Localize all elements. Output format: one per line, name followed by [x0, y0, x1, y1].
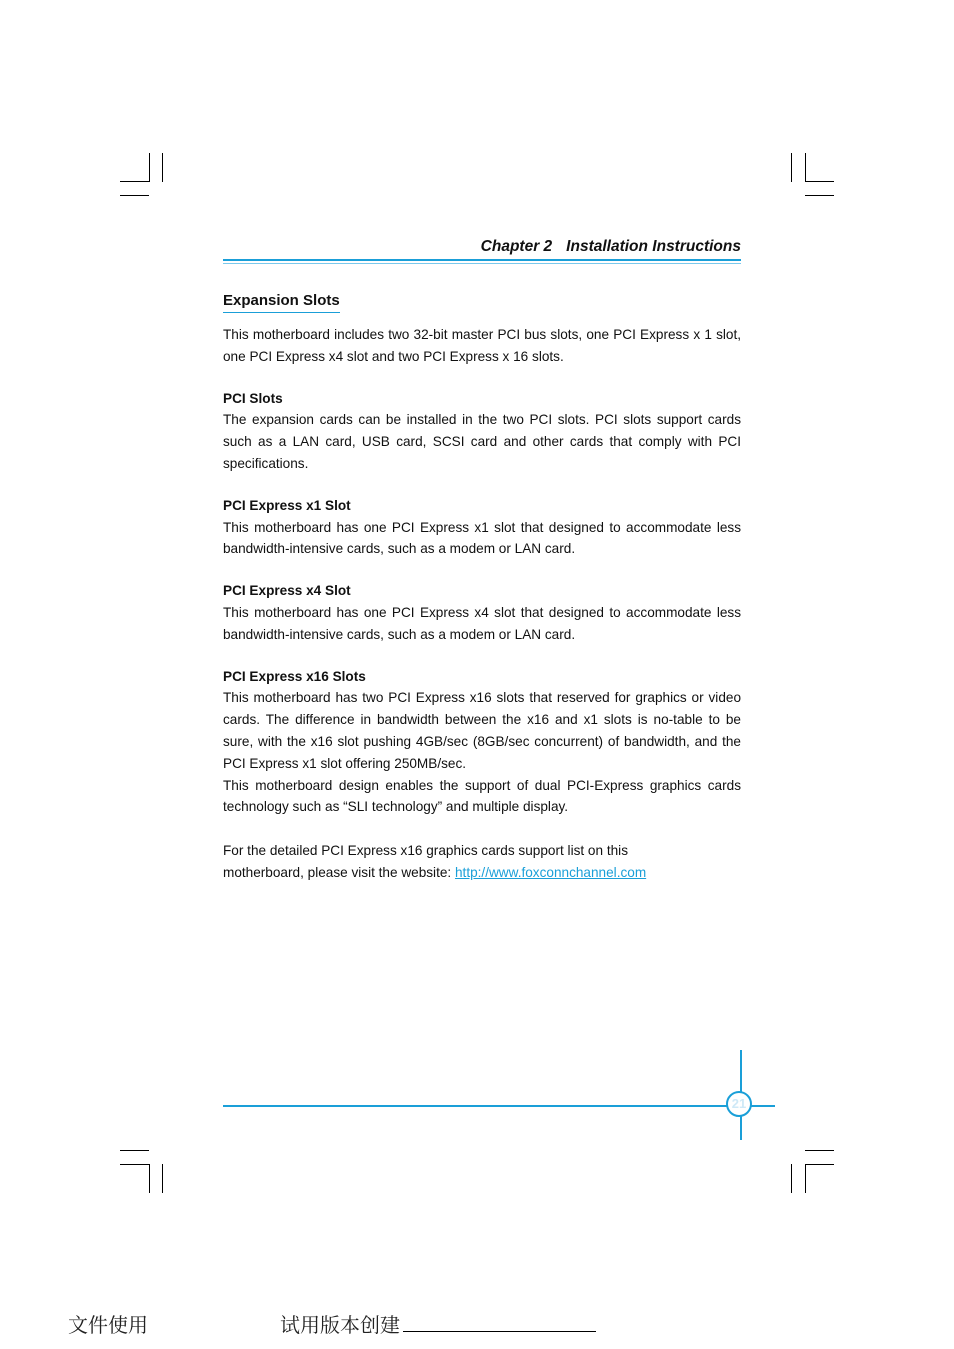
page-content: [223, 290, 741, 884]
subsection-body-pcie-x4: This motherboard has one PCI Express x4 slot that designed to accommodate less bandwidth-intensive cards, such as a modem or LAN card.: [223, 604, 741, 642]
page-number: 21: [726, 1091, 752, 1117]
website-link[interactable]: http://www.foxconnchannel.com: [454, 864, 647, 880]
crop-mark: [120, 195, 149, 196]
crop-mark: [120, 1150, 149, 1151]
crop-mark: [120, 181, 149, 182]
section-intro: This motherboard includes two 32-bit master PCI bus slots, one PCI Express x 1 slot, one PCI Express x4 slot and two PCI Express x 16 slots.: [223, 327, 741, 364]
subsection-title-pcie-x1: PCI Express x1 Slot: [223, 497, 351, 513]
running-header: [223, 238, 741, 256]
crop-mark: [805, 1150, 834, 1151]
watermark-underline: [403, 1331, 596, 1332]
section-title: Expansion Slots: [223, 291, 340, 313]
subsection-body-pci: The expansion cards can be installed in the two PCI slots. PCI slots support cards such as a LAN card, USB card, SCSI card and other cards that comply with PCI specifications.: [223, 412, 741, 471]
subsection-body-pcie-x16: This motherboard has two PCI Express x16 slots that reserved for graphics or video cards. The difference in bandwidth between the x16 and x1 slots is no-table to be sure, with the x16 slot pushing 4GB/sec (8GB/sec concurrent) of bandwidth, and the PCI Express x1 slot offering 250MB/sec.: [223, 690, 741, 771]
crop-mark: [162, 153, 163, 182]
watermark-left: 文件使用: [68, 1313, 148, 1337]
header-rule-thin: [223, 263, 741, 264]
crop-mark: [120, 1164, 149, 1165]
header-rule: [223, 259, 741, 261]
footer-rule: [223, 1105, 775, 1107]
crop-mark: [162, 1164, 163, 1193]
subsection-title-pci: PCI Slots: [223, 390, 283, 406]
crop-mark: [805, 1164, 834, 1165]
subsection-body-pcie-x16-sli: This motherboard design enables the support of dual PCI-Express graphics cards technology such as “SLI technology” and multiple display.: [223, 777, 741, 815]
chapter-label: Chapter 2: [480, 238, 553, 255]
subsection-title-pcie-x4: PCI Express x4 Slot: [223, 583, 351, 599]
crop-mark: [791, 153, 792, 182]
subsection-body-pcie-x1: This motherboard has one PCI Express x1 slot that designed to accommodate less bandwidth-intensive cards, such as a modem or LAN card.: [223, 519, 741, 557]
crop-mark: [149, 1164, 150, 1193]
crop-mark: [805, 1164, 806, 1193]
crop-mark: [805, 153, 806, 182]
subsection-title-pcie-x16: PCI Express x16 Slots: [223, 668, 366, 684]
closing-line-1: For the detailed PCI Express x16 graphics cards support list on this: [223, 843, 628, 859]
crop-mark: [791, 1164, 792, 1193]
crop-mark: [805, 181, 834, 182]
closing-line-2: [223, 862, 741, 884]
crop-mark: [149, 153, 150, 182]
crop-mark: [805, 195, 834, 196]
chapter-title: Installation Instructions: [566, 238, 741, 255]
closing-text: motherboard, please visit the website:: [223, 864, 455, 880]
watermark-right: 试用版本创建: [280, 1313, 400, 1337]
